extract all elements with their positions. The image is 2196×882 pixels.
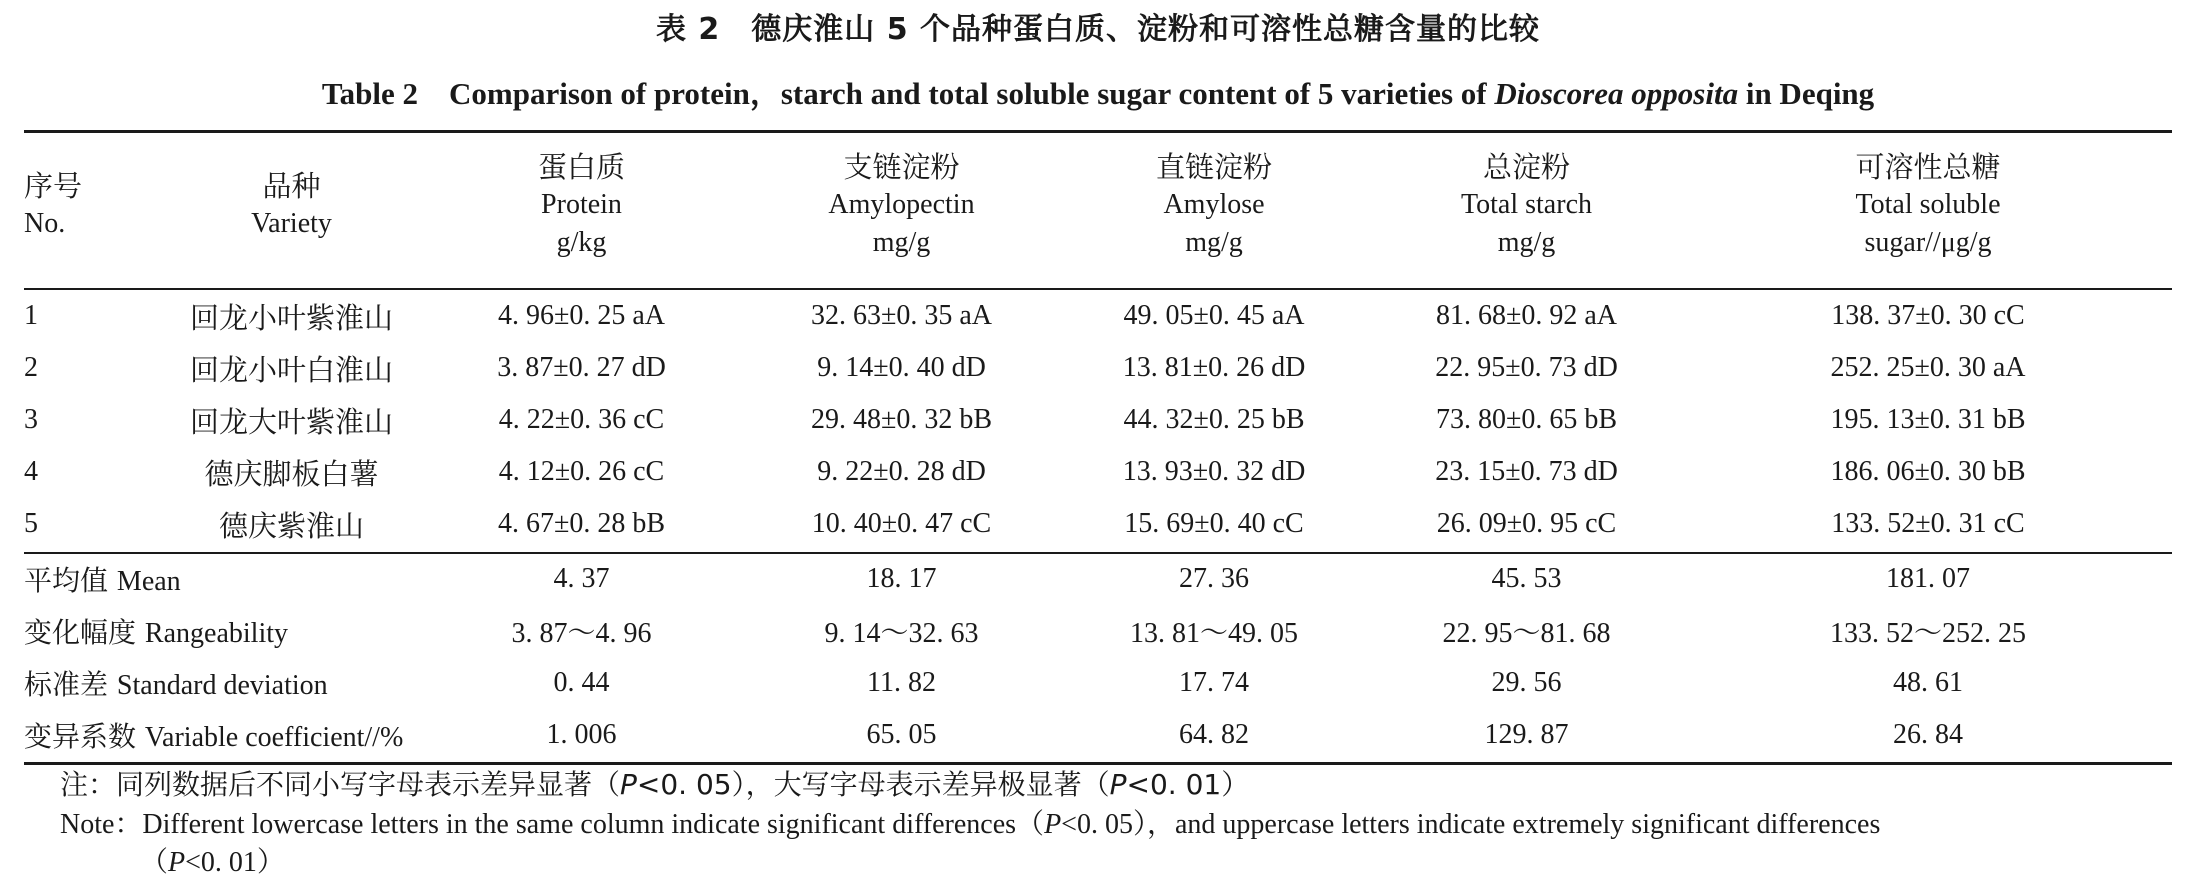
table-row xyxy=(24,498,2172,550)
cell-soluble-sugar: 138. 37±0. 30 cC xyxy=(1831,300,2025,331)
stats-soluble-sugar: 26. 84 xyxy=(1893,719,1963,750)
cell-total-starch: 81. 68±0. 92 aA xyxy=(1435,300,1617,331)
cell-soluble-sugar: 133. 52±0. 31 cC xyxy=(1831,508,2025,539)
note-cn-p1: P xyxy=(620,768,637,801)
variety-name: 德庆脚板白薯 xyxy=(204,456,379,491)
header-amylopectin xyxy=(744,138,1059,272)
bottom-rule xyxy=(24,762,2172,765)
header-no xyxy=(24,138,164,272)
table-row xyxy=(24,342,2172,394)
title-en-prefix: Table 2 Comparison of protein，starch and total soluble sugar content of 5 varieties of xyxy=(321,76,1495,111)
table-row xyxy=(24,446,2172,498)
stats-protein: 1. 006 xyxy=(546,719,617,750)
header-soluble-sugar-en: Total soluble xyxy=(1855,189,2001,220)
stats-protein: 4. 37 xyxy=(553,563,610,594)
note-cn-suffix: <0. 01） xyxy=(1126,768,1250,801)
stats-label xyxy=(24,709,419,761)
stats-amylose: 13. 81～49. 05 xyxy=(1129,618,1298,649)
stats-amylopectin: 9. 14～32. 63 xyxy=(824,618,979,649)
header-table xyxy=(24,138,2172,272)
variety-name: 回龙小叶白淮山 xyxy=(189,352,393,387)
stats-row xyxy=(24,553,2172,605)
stats-total-starch: 45. 53 xyxy=(1491,563,1562,594)
table-title-cn: 表 2 德庆淮山 5 个品种蛋白质、淀粉和可溶性总糖含量的比较 xyxy=(655,12,1541,47)
cell-amylopectin: 10. 40±0. 47 cC xyxy=(811,508,992,539)
cell-total-starch: 22. 95±0. 73 dD xyxy=(1435,352,1618,383)
table-row xyxy=(24,290,2172,342)
stats-soluble-sugar: 181. 07 xyxy=(1886,563,1970,594)
variety-name: 回龙大叶紫淮山 xyxy=(189,404,393,439)
header-amylopectin-unit: mg/g xyxy=(872,227,931,258)
stats-label xyxy=(24,553,419,605)
stats-rows xyxy=(24,553,2172,761)
cell-protein: 4. 22±0. 36 cC xyxy=(498,404,665,435)
header-protein-cn: 蛋白质 xyxy=(537,150,625,184)
note-cn xyxy=(60,766,1249,804)
stats-amylopectin: 11. 82 xyxy=(867,667,936,698)
row-number: 1 xyxy=(24,300,38,331)
header-variety-en: Variety xyxy=(251,208,332,239)
note-cn-prefix: 注：同列数据后不同小写字母表示差异显著（ xyxy=(60,768,621,801)
header-protein-en: Protein xyxy=(541,189,622,220)
cell-amylopectin: 9. 14±0. 40 dD xyxy=(817,352,986,383)
stats-label-en: Variable coefficient//% xyxy=(144,722,404,753)
header-total-starch xyxy=(1369,138,1684,272)
stats-amylose: 17. 74 xyxy=(1179,667,1249,698)
stats-label xyxy=(24,605,419,657)
stats-row xyxy=(24,657,2172,709)
stats-amylopectin: 18. 17 xyxy=(866,563,937,594)
note-en xyxy=(60,806,2174,882)
top-rule xyxy=(24,130,2172,133)
stats-amylose: 27. 36 xyxy=(1179,563,1249,594)
note-en-prefix: Note：Different lowercase letters in the same column indicate significant differences（ xyxy=(60,809,1045,840)
variety-table xyxy=(24,290,2172,550)
header-soluble-sugar xyxy=(1684,138,2172,272)
note-en-mid: <0. 05），and uppercase letters indicate extremely significant differences xyxy=(1061,809,1881,840)
row-number: 2 xyxy=(24,352,38,383)
header-no-en: No. xyxy=(24,208,66,239)
cell-amylose: 15. 69±0. 40 cC xyxy=(1124,508,1304,539)
stats-label-en: Standard deviation xyxy=(116,670,328,701)
stats-label-en: Rangeability xyxy=(144,618,288,649)
header-amylose-unit: mg/g xyxy=(1185,227,1243,258)
stats-label-cn: 变化幅度 xyxy=(24,616,137,649)
table-row xyxy=(24,394,2172,446)
cell-soluble-sugar: 195. 13±0. 31 bB xyxy=(1830,404,2026,435)
stats-label-cn: 平均值 xyxy=(24,564,109,597)
stats-soluble-sugar: 48. 61 xyxy=(1893,667,1963,698)
cell-amylose: 49. 05±0. 45 aA xyxy=(1123,300,1305,331)
header-soluble-sugar-unit: sugar//μg/g xyxy=(1864,227,1992,258)
row-number: 5 xyxy=(24,508,38,539)
row-number: 3 xyxy=(24,404,38,435)
cell-soluble-sugar: 186. 06±0. 30 bB xyxy=(1830,456,2026,487)
stats-label-en: Mean xyxy=(116,566,181,597)
stats-label-cn: 变异系数 xyxy=(24,720,137,753)
stats-label xyxy=(24,657,419,709)
header-amylose-cn: 直链淀粉 xyxy=(1155,150,1272,184)
stats-row xyxy=(24,605,2172,657)
stats-protein: 0. 44 xyxy=(553,667,610,698)
stats-row xyxy=(24,709,2172,761)
title-en-suffix: in Deqing xyxy=(1738,76,1875,111)
stats-total-starch: 22. 95～81. 68 xyxy=(1442,618,1611,649)
header-variety-cn: 品种 xyxy=(262,169,321,203)
variety-rows xyxy=(24,290,2172,550)
note-en-line2-prefix: （ xyxy=(140,847,169,878)
note-en-p1: P xyxy=(1044,809,1062,840)
header-amylose-en: Amylose xyxy=(1163,189,1265,220)
note-en-p2: P xyxy=(168,847,186,878)
header-total-starch-cn: 总淀粉 xyxy=(1482,150,1570,184)
cell-soluble-sugar: 252. 25±0. 30 aA xyxy=(1830,352,2026,383)
cell-protein: 3. 87±0. 27 dD xyxy=(497,352,666,383)
header-no-cn: 序号 xyxy=(24,169,83,203)
cell-total-starch: 23. 15±0. 73 dD xyxy=(1435,456,1618,487)
stats-total-starch: 129. 87 xyxy=(1484,719,1569,750)
note-en-line2-suffix: <0. 01） xyxy=(185,847,285,878)
stats-table xyxy=(24,553,2172,761)
row-number: 4 xyxy=(24,456,38,487)
cell-protein: 4. 67±0. 28 bB xyxy=(497,508,666,539)
cell-total-starch: 26. 09±0. 95 cC xyxy=(1436,508,1617,539)
header-row xyxy=(24,138,2172,272)
variety-name: 德庆紫淮山 xyxy=(218,508,364,543)
cell-amylopectin: 29. 48±0. 32 bB xyxy=(810,404,993,435)
header-variety xyxy=(164,138,419,272)
cell-amylopectin: 32. 63±0. 35 aA xyxy=(810,300,992,331)
header-total-starch-unit: mg/g xyxy=(1497,227,1556,258)
header-amylopectin-cn: 支链淀粉 xyxy=(843,150,960,184)
header-soluble-sugar-cn: 可溶性总糖 xyxy=(1855,150,2001,184)
header-amylose xyxy=(1059,138,1369,272)
cell-protein: 4. 12±0. 26 cC xyxy=(498,456,665,487)
stats-protein: 3. 87～4. 96 xyxy=(511,618,652,649)
cell-protein: 4. 96±0. 25 aA xyxy=(497,300,665,331)
stats-soluble-sugar: 133. 52～252. 25 xyxy=(1829,618,2026,649)
note-cn-mid: <0. 05），大写字母表示差异极显著（ xyxy=(636,768,1110,801)
variety-name: 回龙小叶紫淮山 xyxy=(189,300,393,335)
cell-amylose: 13. 81±0. 26 dD xyxy=(1122,352,1306,383)
stats-label-cn: 标准差 xyxy=(24,668,109,701)
cell-amylose: 13. 93±0. 32 dD xyxy=(1122,456,1306,487)
header-protein-unit: g/kg xyxy=(556,227,607,258)
title-en-species: Dioscorea opposita xyxy=(1494,76,1739,111)
cell-amylopectin: 9. 22±0. 28 dD xyxy=(817,456,986,487)
header-protein xyxy=(419,138,744,272)
header-amylopectin-en: Amylopectin xyxy=(828,189,975,220)
header-total-starch-en: Total starch xyxy=(1461,189,1592,220)
cell-amylose: 44. 32±0. 25 bB xyxy=(1123,404,1305,435)
stats-amylopectin: 65. 05 xyxy=(866,719,937,750)
note-cn-p2: P xyxy=(1109,768,1127,801)
stats-total-starch: 29. 56 xyxy=(1491,667,1562,698)
cell-total-starch: 73. 80±0. 65 bB xyxy=(1435,404,1618,435)
table-title-en xyxy=(0,74,2196,114)
stats-amylose: 64. 82 xyxy=(1179,719,1249,750)
